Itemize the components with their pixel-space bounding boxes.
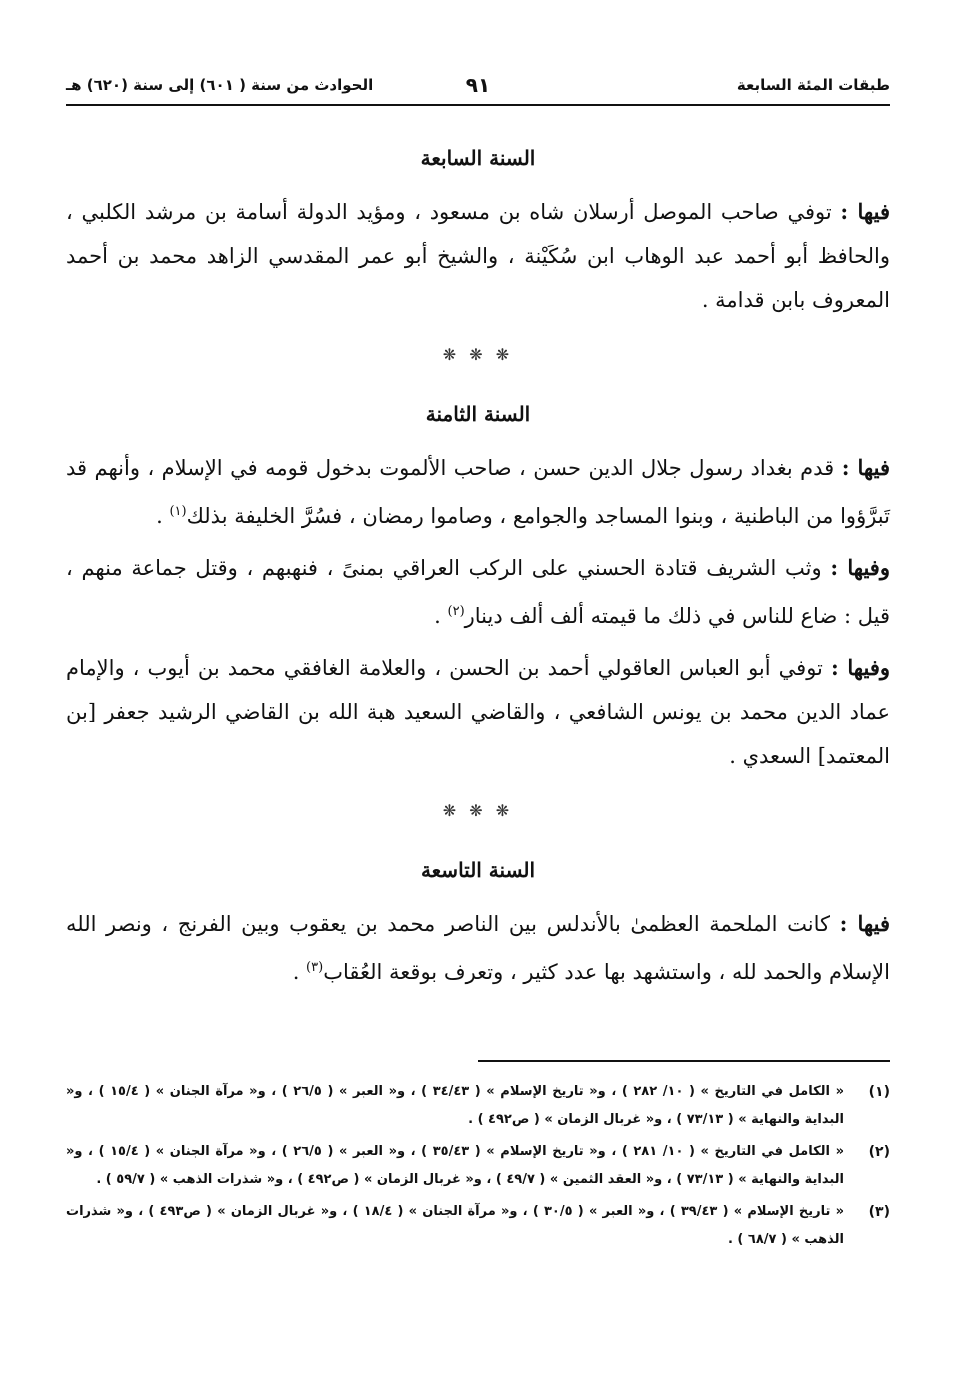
section-separator: ❋ ❋ ❋ <box>442 801 514 820</box>
footnote <box>66 1198 890 1254</box>
paragraph-text: كانت الملحمة العظمىٰ بالأندلس بين الناصر محمد بن يعقوب وبين الفرنج ، ونصر الله الإسلام والحمد لله ، واستشهد بها عدد كثير ، وتعرف بوقعة العُقاب <box>66 912 890 984</box>
paragraph-lead: وفيها : <box>830 655 890 680</box>
footnote-text: « الكامل في التاريخ » ( ١٠/ ٢٨١ ) ، و« تاريخ الإسلام » ( ٣٥/٤٣ ) ، و« العبر » ( ٢٦/٥ ) ، و« مرآة الجنان » ( ١٥/٤ ) ، و« البداية والنهاية » ( ٧٣/١٣ ) ، و« العقد الثمين » ( ٤٩/٧ ) ، و« غربال الزمان » ( ص٤٩٢ ) ، و« شذرات الذهب » ( ٥٩/٧ ) . <box>66 1144 844 1187</box>
page-body <box>66 140 890 1002</box>
section-separator: ❋ ❋ ❋ <box>442 345 514 364</box>
paragraph <box>66 646 890 778</box>
paragraph-lead: فيها : <box>840 199 890 224</box>
paragraph <box>66 190 890 322</box>
paragraph-tail: . <box>156 504 170 528</box>
paragraph-tail: . <box>434 604 448 628</box>
footnote-text: « تاريخ الإسلام » ( ٣٩/٤٣ ) ، و« العبر » ( ٣٠/٥ ) ، و« مرآة الجنان » ( ١٨/٤ ) ، و« غربال الزمان » ( ص٤٩٣ ) ، و« شذرات الذهب » ( ٦٨/٧ ) . <box>66 1204 844 1247</box>
footnote-ref[interactable]: (٣) <box>306 960 324 975</box>
paragraph-text: توفي صاحب الموصل أرسلان شاه بن مسعود ، ومؤيد الدولة أسامة بن مرشد الكلبي ، والحافظ أبو أحمد عبد الوهاب ابن سُكَيْنة ، والشيخ أبو عمر المقدسي الزاهد محمد بن أحمد المعروف بابن قدامة . <box>66 200 890 312</box>
footnote <box>66 1078 890 1134</box>
footnote-number: (٢) <box>868 1144 890 1160</box>
footnote-divider <box>478 1060 890 1062</box>
paragraph-lead: وفيها : <box>830 555 890 580</box>
paragraph <box>66 546 890 638</box>
running-header <box>66 70 890 106</box>
header-section-title: الحوادث من سنة ( ٦٠١) إلى سنة (٦٢٠) هـ <box>66 76 374 94</box>
paragraph-text: قدم بغداد رسول جلال الدين حسن ، صاحب الألموت بدخول قومه في الإسلام ، وأنهم قد تَبرَّؤوا من الباطنية ، وبنوا المساجد والجوامع ، وصاموا رمضان ، فسُرَّ الخليفة بذلك <box>66 456 890 528</box>
footnote <box>66 1138 890 1194</box>
footnote-number: (١) <box>868 1084 890 1100</box>
page-number: ٩١ <box>465 73 491 97</box>
paragraph <box>66 446 890 538</box>
paragraph-lead: فيها : <box>839 911 890 936</box>
year-heading: السنة الثامنة <box>425 402 531 426</box>
paragraph-lead: فيها : <box>841 455 890 480</box>
paragraph <box>66 902 890 994</box>
footnote-number: (٣) <box>868 1204 890 1220</box>
year-heading: السنة التاسعة <box>420 858 536 882</box>
paragraph-tail: . <box>292 960 307 984</box>
footnotes <box>66 1078 890 1258</box>
year-heading: السنة السابعة <box>420 146 536 170</box>
footnote-ref[interactable]: (٢) <box>447 604 465 619</box>
footnote-text: « الكامل في التاريخ » ( ١٠/ ٢٨٢ ) ، و« تاريخ الإسلام » ( ٣٤/٤٣ ) ، و« العبر » ( ٢٦/٥ ) ، و« مرآة الجنان » ( ١٥/٤ ) ، و« البداية والنهاية » ( ٧٣/١٣ ) ، و« غربال الزمان » ( ص٤٩٢ ) . <box>66 1084 844 1127</box>
paragraph-text: وثب الشريف قتادة الحسني على الركب العراقي بمنىً ، فنهبهم ، وقتل جماعة منهم ، قيل : ضاع للناس في ذلك ما قيمته ألف ألف دينار <box>66 556 890 628</box>
header-book-title: طبقات المئة السابعة <box>736 76 890 94</box>
footnote-ref[interactable]: (١) <box>169 504 187 519</box>
paragraph-text: توفي أبو العباس العاقولي أحمد بن الحسن ، والعلامة الغافقي محمد بن أيوب ، والإمام عماد الدين محمد بن يونس الشافعي ، والقاضي السعيد هبة الله بن القاضي الرشيد جعفر [بن المعتمد] السعدي . <box>66 656 890 768</box>
